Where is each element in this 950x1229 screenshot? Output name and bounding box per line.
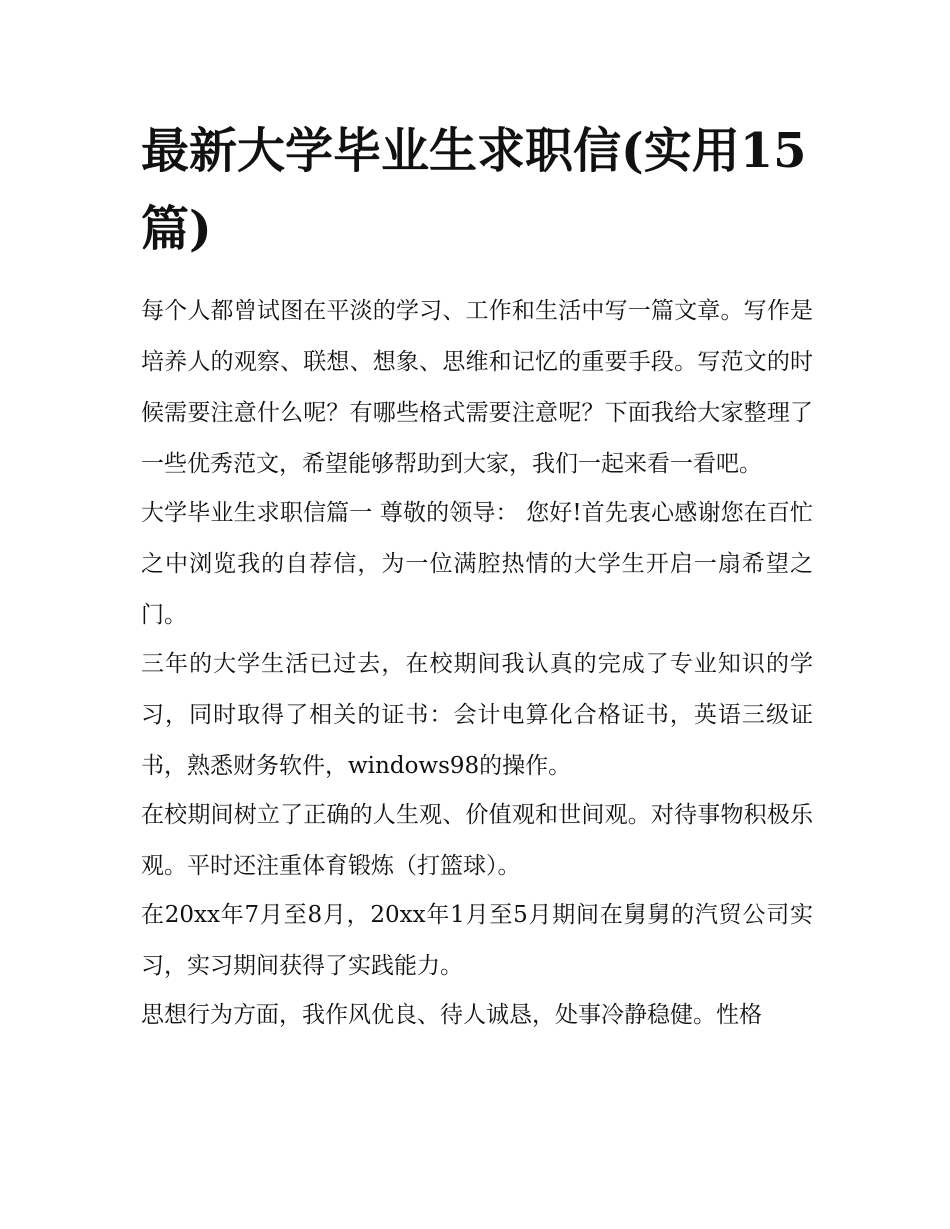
paragraph-character: 思想行为方面，我作风优良、待人诚恳，处事冷静稳健。性格: [141, 1002, 762, 1028]
document-page: [141, 112, 813, 1039]
paragraph-internship: 在20xx年7月至8月，20xx年1月至5月期间在舅舅的汽贸公司实习，实习期间获得了实践能力。: [141, 902, 813, 979]
document-title: 最新大学毕业生求职信(实用15篇): [141, 123, 807, 257]
paragraph-education: 三年的大学生活已过去，在校期间我认真的完成了专业知识的学习，同时取得了相关的证书：会计电算化合格证书，英语三级证书，熟悉财务软件，windows98的操作。: [141, 651, 813, 779]
paragraph-values: 在校期间树立了正确的人生观、价值观和世间观。对待事物积极乐观。平时还注重体育锻炼（打篮球）。: [141, 802, 813, 879]
paragraph-letter-opening: 大学毕业生求职信篇一 尊敬的领导： 您好!首先衷心感谢您在百忙之中浏览我的自荐信，为一位满腔热情的大学生开启一扇希望之门。: [141, 500, 813, 628]
paragraph-intro: 每个人都曾试图在平淡的学习、工作和生活中写一篇文章。写作是培养人的观察、联想、想象、思维和记忆的重要手段。写范文的时候需要注意什么呢？有哪些格式需要注意呢？下面我给大家整理了一些优秀范文，希望能够帮助到大家，我们一起来看一看吧。: [141, 298, 813, 477]
